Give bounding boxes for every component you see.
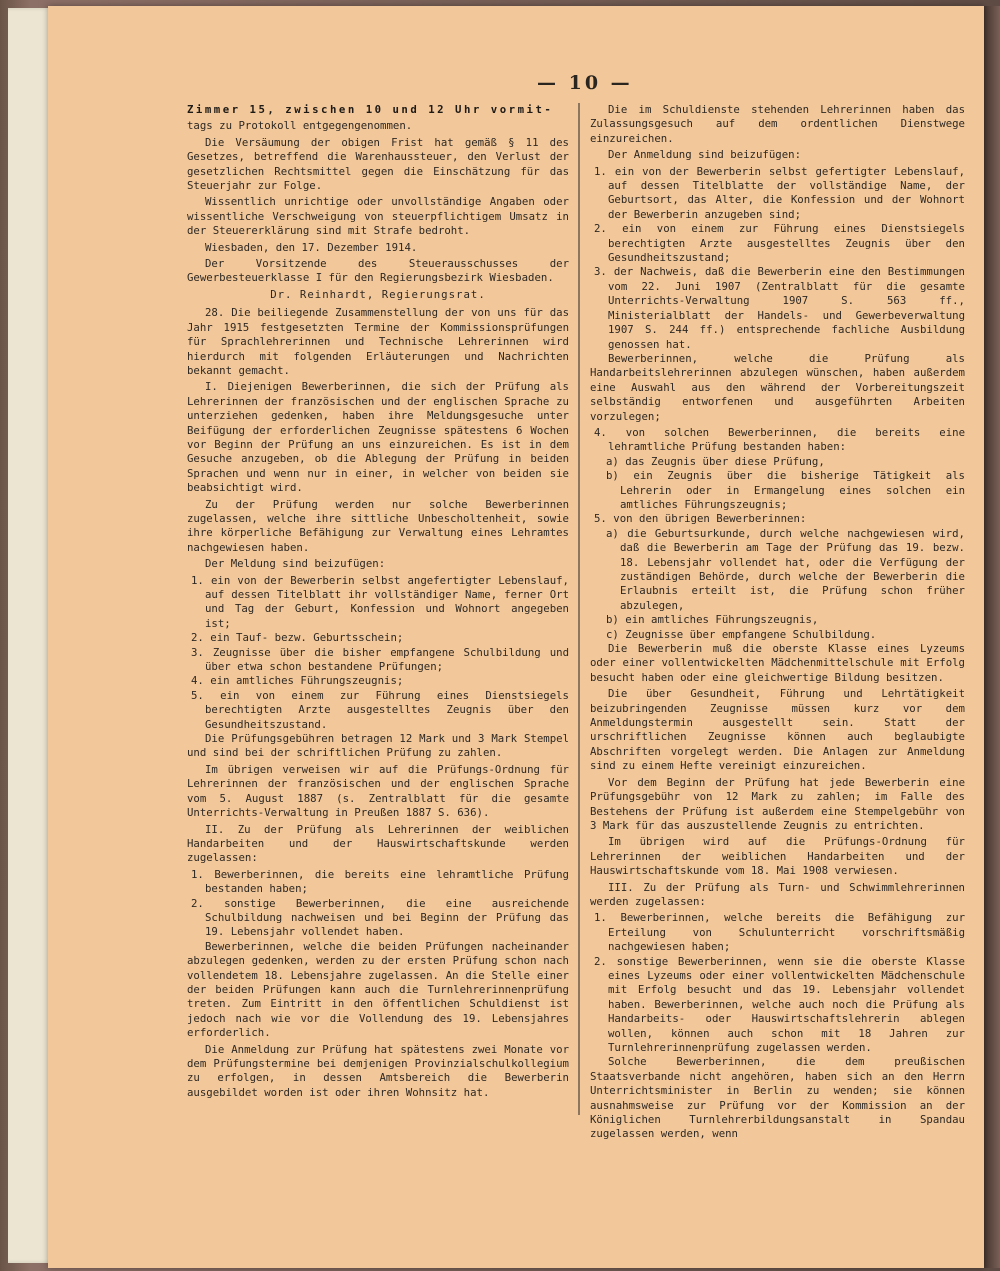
right-column-paragraph: 3. der Nachweis, daß die Bewerberin eine den Bestimmungen vom 22. Juni 1907 (Zentralblatt für die gesamte Unterrichts-Verwaltung 1907 S. 563 ff., Ministerialblatt der Handels- und Gewerbeverwaltung 1907 S. 244 ff.) entsprechende fachliche Ausbildung genossen hat.	[594, 265, 965, 351]
right-column-paragraph: a) die Geburtsurkunde, durch welche nachgewiesen wird, daß die Bewerberin am Tage der Prüfung das 19. bezw. 18. Lebensjahr vollendet hat, oder die Verfügung der zuständigen Behörde, durch welche der Bewerberin die Erlaubnis erteilt ist, die Prüfung schon früher abzulegen,	[606, 526, 965, 612]
right-column-paragraph: Solche Bewerberinnen, die dem preußischen Staatsverbande nicht angehören, haben sich an den Herrn Unterrichtsminister in Berlin zu wenden; sie können ausnahmsweise zur Prüfung vor der Kommission an der Königlichen Turnlehrerbildungsanstalt in Spandau zugelassen werden, wenn	[590, 1055, 965, 1141]
right-column-paragraph: 4. von solchen Bewerberinnen, die bereits eine lehramtliche Prüfung bestanden haben:	[594, 425, 965, 454]
left-column-paragraph: Der Meldung sind beizufügen:	[205, 557, 386, 571]
left-column-paragraph: Zu der Prüfung werden nur solche Bewerberinnen zugelassen, welche ihre sittliche Unbescholtenheit, sowie ihre körperliche Befähigung zur Verwaltung eines Lehramtes nachgewiesen haben.	[187, 497, 569, 554]
right-column-paragraph: Der Anmeldung sind beizufügen:	[608, 148, 802, 162]
right-text-column	[590, 103, 965, 1144]
right-column-paragraph: Im übrigen wird auf die Prüfungs-Ordnung für Lehrerinnen der weiblichen Handarbeiten und der Hauswirtschaftskunde vom 18. Mai 1908 verwiesen.	[590, 835, 965, 878]
left-column-paragraph: 5. ein von einem zur Führung eines Dienstsiegels berechtigten Arzte ausgestelltes Zeugnis über den Gesundheitszustand.	[191, 688, 569, 731]
right-column-paragraph: c) Zeugnisse über empfangene Schulbildung.	[606, 627, 877, 641]
right-column-paragraph: Bewerberinnen, welche die Prüfung als Handarbeitslehrerinnen abzulegen wünschen, haben außerdem eine Auswahl aus den während der Vorbereitungszeit selbständig entworfenen und ausgeführten Arbeiten vorzulegen;	[590, 351, 965, 423]
left-column-paragraph: Im übrigen verweisen wir auf die Prüfungs-Ordnung für Lehrerinnen der französischen und der englischen Sprache vom 5. August 1887 (s. Zentralblatt für die gesamte Unterrichts-Verwaltung in Preußen 1887 S. 636).	[187, 762, 569, 820]
right-column-paragraph: Die Bewerberin muß die oberste Klasse eines Lyzeums oder einer vollentwickelten Mädchenmittelschule mit Erfolg besucht haben oder eine gleichwertige Bildung besitzen.	[590, 642, 965, 684]
left-column-paragraph: I. Diejenigen Bewerberinnen, die sich der Prüfung als Lehrerinnen der französischen und der englischen Sprache zu unterziehen gedenken, haben ihre Meldungsgesuche unter Beifügung der erforderlichen Zeugnisse spätestens 6 Wochen vor Beginn der Prüfung an uns einzureichen. Es ist in dem Gesuche anzugeben, ob die Ablegung der Prüfung in beiden Sprachen und wenn nur in einer, in welcher von beiden sie beabsichtigt wird.	[187, 380, 569, 495]
left-column-paragraph: Bewerberinnen, welche die beiden Prüfungen nacheinander abzulegen gedenken, werden zu der ersten Prüfung schon nach vollendetem 18. Lebensjahre zugelassen. An die Stelle einer der beiden Prüfungen kann auch die Turnlehrerinnenprüfung treten. Zum Eintritt in den öffentlichen Schuldienst ist jedoch nach wie vor die Vollendung des 19. Lebensjahres erforderlich.	[187, 939, 569, 1040]
right-column-paragraph: b) ein Zeugnis über die bisherige Tätigkeit als Lehrerin oder in Ermangelung eines solchen ein amtliches Führungszeugnis;	[606, 469, 965, 511]
right-column-paragraph: 2. sonstige Bewerberinnen, wenn sie die oberste Klasse eines Lyzeums oder einer vollentwickelten Mädchenschule mit Erfolg besucht und das 19. Lebensjahr vollendet haben. Bewerberinnen, welche auch noch die Prüfung als Handarbeits- oder Hauswirtschaftslehrerin ablegen wollen, können auch schon mit 18 Jahren zur Turnlehrerinnenprüfung zugelassen werden.	[594, 954, 965, 1054]
right-column-paragraph: Vor dem Beginn der Prüfung hat jede Bewerberin eine Prüfungsgebühr von 12 Mark zu zahlen; im Falle des Bestehens der Prüfung ist außerdem eine Stempelgebühr von 3 Mark für das auszustellende Zeugnis zu entrichten.	[590, 775, 965, 832]
left-column-paragraph: Die Anmeldung zur Prüfung hat spätestens zwei Monate vor dem Prüfungstermine bei demjenigen Provinzialschulkollegium zu erfolgen, in dessen Amtsbereich die Bewerberin ausgebildet worden ist oder ihren Wohnsitz hat.	[187, 1042, 569, 1099]
left-column-paragraph: Die Versäumung der obigen Frist hat gemäß § 11 des Gesetzes, betreffend die Warenhaussteuer, den Verlust der gesetzlichen Rechtsmittel gegen die Einschätzung für das Steuerjahr zur Folge.	[187, 135, 569, 193]
left-column-paragraph: 2. ein Tauf- bezw. Geburtsschein;	[191, 631, 404, 645]
book-cover-edge	[982, 6, 1000, 1268]
left-column-paragraph: 2. sonstige Bewerberinnen, die eine ausreichende Schulbildung nachweisen und bei Beginn der Prüfung das 19. Lebensjahr vollendet haben.	[191, 896, 569, 939]
left-column-paragraph: II. Zu der Prüfung als Lehrerinnen der weiblichen Handarbeiten und der Hauswirtschaftskunde werden zugelassen:	[187, 822, 569, 865]
right-column-paragraph: 5. von den übrigen Bewerberinnen:	[594, 512, 807, 526]
left-column-paragraph: Die Prüfungsgebühren betragen 12 Mark und 3 Mark Stempel und sind bei der schriftlichen Prüfung zu zahlen.	[187, 732, 569, 760]
page-number: — 10 —	[537, 72, 633, 94]
left-column-paragraph: Dr. Reinhardt, Regierungsrat.	[270, 287, 486, 301]
left-column-paragraph: 3. Zeugnisse über die bisher empfangene Schulbildung und über etwa schon bestandene Prüfungen;	[191, 645, 569, 674]
left-column-paragraph: 28. Die beiliegende Zusammenstellung der von uns für das Jahr 1915 festgesetzten Termine der Kommissionsprüfungen für Sprachlehrerinnen und Technische Lehrerinnen wird hierdurch mit folgenden Erläuterungen und Nachrichten bekannt gemacht.	[187, 306, 569, 377]
left-text-column	[187, 103, 569, 1102]
left-column-paragraph: 1. ein von der Bewerberin selbst angefertigter Lebenslauf, auf dessen Titelblatt ihr vollständiger Name, ferner Ort und Tag der Geburt, Konfession und Wohnort angegeben ist;	[191, 573, 569, 630]
right-column-paragraph: Die im Schuldienste stehenden Lehrerinnen haben das Zulassungsgesuch auf dem ordentlichen Dienstwege einzureichen.	[590, 103, 965, 145]
column-divider	[578, 103, 580, 1115]
left-column-paragraph: Zimmer 15, zwischen 10 und 12 Uhr vormit-	[187, 103, 554, 116]
right-column-paragraph: b) ein amtliches Führungszeugnis,	[606, 613, 819, 627]
right-column-paragraph: 2. ein von einem zur Führung eines Dienstsiegels berechtigten Arzte ausgestelltes Zeugnis über den Gesundheitszustand;	[594, 222, 965, 265]
right-column-paragraph: 1. ein von der Bewerberin selbst gefertigter Lebenslauf, auf dessen Titelblatte der vollständige Name, der Geburtsort, das Alter, die Konfession und der Wohnort der Bewerberin anzugeben sind;	[594, 164, 965, 221]
left-column-paragraph: Wiesbaden, den 17. Dezember 1914.	[205, 240, 418, 254]
right-column-paragraph: a) das Zeugnis über diese Prüfung,	[606, 454, 825, 468]
left-column-paragraph: 4. ein amtliches Führungszeugnis;	[191, 674, 404, 688]
left-column-paragraph: 1. Bewerberinnen, die bereits eine lehramtliche Prüfung bestanden haben;	[191, 867, 569, 896]
left-column-paragraph: Der Vorsitzende des Steuerausschusses der Gewerbesteuerklasse I für den Regierungsbezirk Wiesbaden.	[187, 257, 569, 285]
left-column-paragraph: Wissentlich unrichtige oder unvollständige Angaben oder wissentliche Verschweigung von steuerpflichtigem Umsatz in der Steuererklärung sind mit Strafe bedroht.	[187, 195, 569, 238]
left-column-paragraph: tags zu Protokoll entgegengenommen.	[187, 119, 413, 133]
right-column-paragraph: III. Zu der Prüfung als Turn- und Schwimmlehrerinnen werden zugelassen:	[590, 880, 965, 908]
right-column-paragraph: Die über Gesundheit, Führung und Lehrtätigkeit beizubringenden Zeugnisse müssen kurz vor dem Anmeldungstermin ausgestellt sein. Statt der urschriftlichen Zeugnisse können auch beglaubigte Abschriften vorgelegt werden. Die Anlagen zur Anmeldung sind zu einem Hefte vereinigt einzureichen.	[590, 687, 965, 773]
right-column-paragraph: 1. Bewerberinnen, welche bereits die Befähigung zur Erteilung von Schulunterricht vorschriftsmäßig nachgewiesen haben;	[594, 911, 965, 954]
